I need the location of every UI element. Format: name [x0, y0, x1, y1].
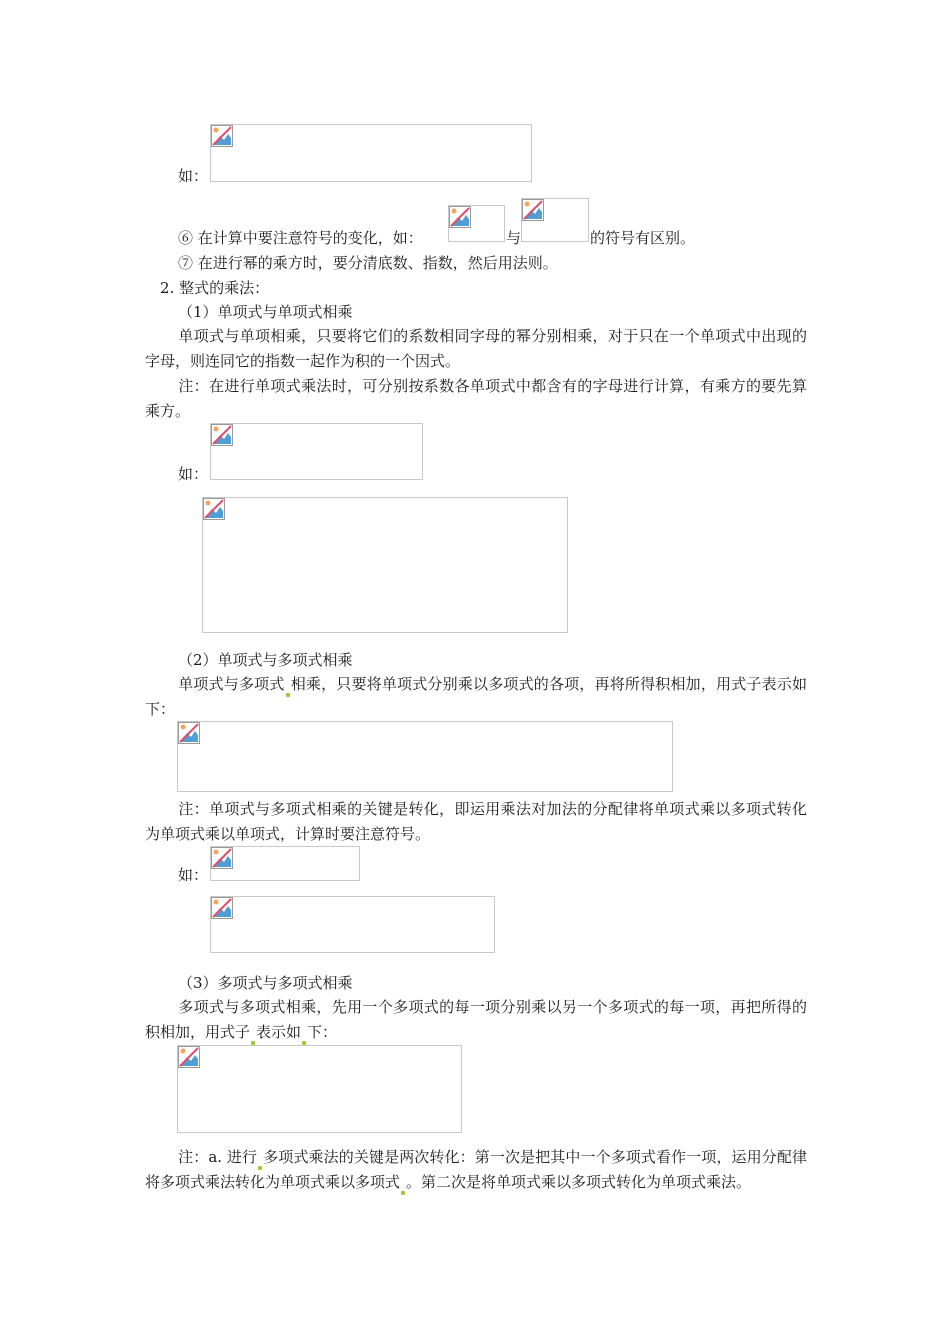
- formula-image: [202, 497, 568, 633]
- line6-mid: 与: [506, 229, 522, 247]
- sub3-rule-a: 多项式与多项式相乘，先用一个多项式的每一项分别乘以另一个多项式的每一项，再把所得的积相加，用式子: [145, 998, 807, 1041]
- sub3-title: （3）多项式与多项式相乘: [178, 974, 353, 992]
- example-label: 如：: [178, 167, 209, 185]
- sub1-note: [145, 374, 807, 424]
- sub3-rule-c: 下：: [307, 1023, 338, 1041]
- sub2-title: （2）单项式与多项式相乘: [178, 651, 353, 669]
- sub2-rule-a: 单项式与多项式: [178, 675, 285, 693]
- broken-image-icon: [522, 199, 544, 221]
- sub3-rule: [145, 995, 807, 1045]
- sub1-title: （1）单项式与单项式相乘: [178, 303, 353, 321]
- line7: ⑦ 在进行幂的乘方时，要分清底数、指数，然后用法则。: [178, 254, 558, 272]
- sub2-note: [145, 797, 807, 847]
- line6-suffix: 的符号有区别。: [590, 229, 696, 247]
- sub1-rule-text: 单项式与单项相乘，只要将它们的系数相同字母的幂分别相乘，对于只在一个单项式中出现的字母，则连同它的指数一起作为积的一个因式。: [145, 327, 807, 370]
- sub2-note-text: 注：单项式与多项式相乘的关键是转化，即运用乘法对加法的分配律将单项式乘以多项式转化为单项式乘以单项式，计算时要注意符号。: [145, 800, 807, 843]
- broken-image-icon: [211, 125, 233, 147]
- section2-title: 2. 整式的乘法：: [160, 279, 270, 297]
- sub2-rule: [145, 672, 807, 722]
- sub3-rule-b: 表示如: [256, 1023, 302, 1041]
- formula-image: [210, 846, 360, 881]
- broken-image-icon: [178, 722, 200, 744]
- formula-image: [448, 205, 505, 242]
- formula-image: [177, 721, 673, 792]
- formula-image: [521, 198, 589, 242]
- formula-image: [210, 896, 495, 953]
- marker-dot: [286, 693, 290, 697]
- sub3-note-b: 多项式乘法的关键是两次转化：第一次是把其中一个多项式看作一项，运用分配律将多项式乘法转化为单项式乘以多项式: [145, 1148, 807, 1191]
- sub1-note-text: 注：在进行单项式乘法时，可分别按系数各单项式中都含有的字母进行计算，有乘方的要先算乘方。: [145, 377, 807, 420]
- sub3-note-a: 注：a. 进行: [178, 1148, 258, 1166]
- example-label: 如：: [178, 465, 209, 483]
- broken-image-icon: [178, 1046, 200, 1068]
- sub3-note-c: 。第二次是将单项式乘以多项式转化为单项式乘法。: [406, 1173, 752, 1191]
- marker-dot: [401, 1191, 405, 1195]
- example-label: 如：: [178, 866, 209, 884]
- formula-image: [210, 423, 423, 480]
- sub2-rule-b: 相乘，只要将单项式分别乘以多项式的各项，再将所得积相加，用式子表示如下：: [145, 675, 807, 718]
- formula-image: [210, 124, 532, 182]
- formula-image: [177, 1045, 462, 1133]
- marker-dot: [258, 1166, 262, 1170]
- broken-image-icon: [211, 424, 233, 446]
- line6-prefix: ⑥ 在计算中要注意符号的变化，如：: [178, 229, 423, 247]
- broken-image-icon: [211, 897, 233, 919]
- sub3-note: [145, 1145, 807, 1195]
- broken-image-icon: [211, 847, 233, 869]
- broken-image-icon: [203, 498, 225, 520]
- broken-image-icon: [449, 206, 471, 228]
- sub1-rule: [145, 324, 807, 374]
